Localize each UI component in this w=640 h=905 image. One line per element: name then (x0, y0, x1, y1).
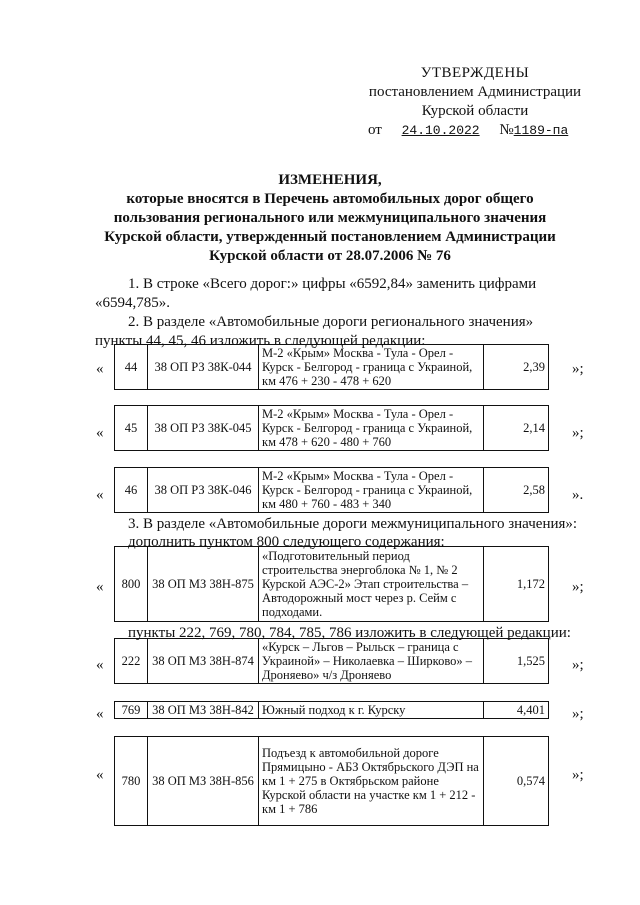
row-769-code: 38 ОП МЗ 38Н-842 (148, 702, 259, 719)
row-780-length: 0,574 (484, 737, 549, 826)
row-222-number: 222 (115, 639, 148, 684)
approved-line-1: постановлением Администрации (368, 84, 582, 100)
row-769-number: 769 (115, 702, 148, 719)
row-45-number: 45 (115, 406, 148, 451)
row-780-close-quote: »; (572, 767, 584, 783)
row-769-length: 4,401 (484, 702, 549, 719)
row-222-open-quote: « (96, 657, 104, 673)
row-780-description: Подъезд к автомобильной дороге Прямицыно - АБЗ Октябрьского ДЭП на км 1 + 275 в Октябрьском районе Курской области на участке км 1 + 212 - км 1 + 786 (259, 737, 484, 826)
row-44-length: 2,39 (484, 345, 549, 390)
approval-block (350, 64, 600, 121)
row-46-length: 2,58 (484, 468, 549, 513)
row-46-close-quote: ». (572, 487, 584, 503)
row-45-close-quote: »; (572, 425, 584, 441)
paragraph-2-line-2: пункты 44, 45, 46 изложить в следующей редакции: (95, 333, 426, 349)
row-45-length: 2,14 (484, 406, 549, 451)
row-769-description: Южный подход к г. Курску (259, 702, 484, 719)
row-769-open-quote: « (96, 706, 104, 722)
table-row (114, 736, 549, 826)
paragraph-1-line-1: 1. В строке «Всего дорог:» цифры «6592,84» заменить цифрами (128, 276, 537, 292)
date-value: 24.10.2022 (401, 123, 480, 138)
row-45-code: 38 ОП РЗ 38К-045 (148, 406, 259, 451)
row-46-number: 46 (115, 468, 148, 513)
approved-line-2: Курской области (421, 103, 529, 119)
document-title-line-1: которые вносятся в Перечень автомобильных дорог общего (126, 191, 534, 207)
paragraph-3-line-2: дополнить пунктом 800 следующего содержания: (128, 534, 445, 550)
row-780-open-quote: « (96, 767, 104, 783)
approval-date-line (368, 121, 580, 140)
row-44-description: М-2 «Крым» Москва - Тула - Орел - Курск - Белгород - граница с Украиной, км 476 + 230 - 478 + 620 (259, 345, 484, 390)
row-222-description: «Курск – Льгов – Рыльск – граница с Украиной» – Николаевка – Ширково» – Дроняево» ч/з Дроняево (259, 639, 484, 684)
paragraph-4-line-1: пункты 222, 769, 780, 784, 785, 786 изложить в следующей редакции: (128, 625, 571, 641)
row-800-open-quote: « (96, 579, 104, 595)
table-row (114, 546, 549, 622)
number-value: 1189-па (513, 123, 569, 138)
row-222-length: 1,525 (484, 639, 549, 684)
row-780-number: 780 (115, 737, 148, 826)
row-769-close-quote: »; (572, 706, 584, 722)
paragraph-3-line-1: 3. В разделе «Автомобильные дороги межмуниципального значения»: (128, 516, 578, 532)
approved-title: УТВЕРЖДЕНЫ (420, 65, 530, 81)
document-title: ИЗМЕНЕНИЯ, (278, 172, 382, 188)
row-800-description: «Подготовительный период строительства энергоблока № 1, № 2 Курской АЭС-2» Этап строительства – Автодорожный мост через р. Сейм с подходами. (259, 547, 484, 622)
date-prefix: от (368, 122, 382, 138)
table-row (114, 701, 549, 719)
document-title-line-2: пользования регионального или межмуниципального значения (113, 210, 547, 226)
row-46-code: 38 ОП РЗ 38К-046 (148, 468, 259, 513)
row-44-number: 44 (115, 345, 148, 390)
row-800-close-quote: »; (572, 579, 584, 595)
document-title-line-3: Курской области, утвержденный постановлением Администрации (104, 229, 556, 245)
paragraph-2-line-1: 2. В разделе «Автомобильные дороги регионального значения» (128, 314, 534, 330)
row-800-length: 1,172 (484, 547, 549, 622)
table-row (114, 344, 549, 390)
paragraph-1-line-2: «6594,785». (95, 295, 170, 311)
row-800-code: 38 ОП МЗ 38Н-875 (148, 547, 259, 622)
row-46-description: М-2 «Крым» Москва - Тула - Орел - Курск - Белгород - граница с Украиной, км 480 + 760 - 483 + 340 (259, 468, 484, 513)
table-row (114, 638, 549, 684)
row-222-close-quote: »; (572, 657, 584, 673)
row-44-close-quote: »; (572, 361, 584, 377)
row-44-open-quote: « (96, 361, 104, 377)
row-45-open-quote: « (96, 425, 104, 441)
row-222-code: 38 ОП МЗ 38Н-874 (148, 639, 259, 684)
document-title-line-4: Курской области от 28.07.2006 № 76 (209, 248, 451, 264)
row-800-number: 800 (115, 547, 148, 622)
table-row (114, 405, 549, 451)
row-780-code: 38 ОП МЗ 38Н-856 (148, 737, 259, 826)
row-44-code: 38 ОП РЗ 38К-044 (148, 345, 259, 390)
table-row (114, 467, 549, 513)
number-prefix: № (499, 122, 514, 138)
row-45-description: М-2 «Крым» Москва - Тула - Орел - Курск - Белгород - граница с Украиной, км 478 + 620 - 480 + 760 (259, 406, 484, 451)
row-46-open-quote: « (96, 487, 104, 503)
